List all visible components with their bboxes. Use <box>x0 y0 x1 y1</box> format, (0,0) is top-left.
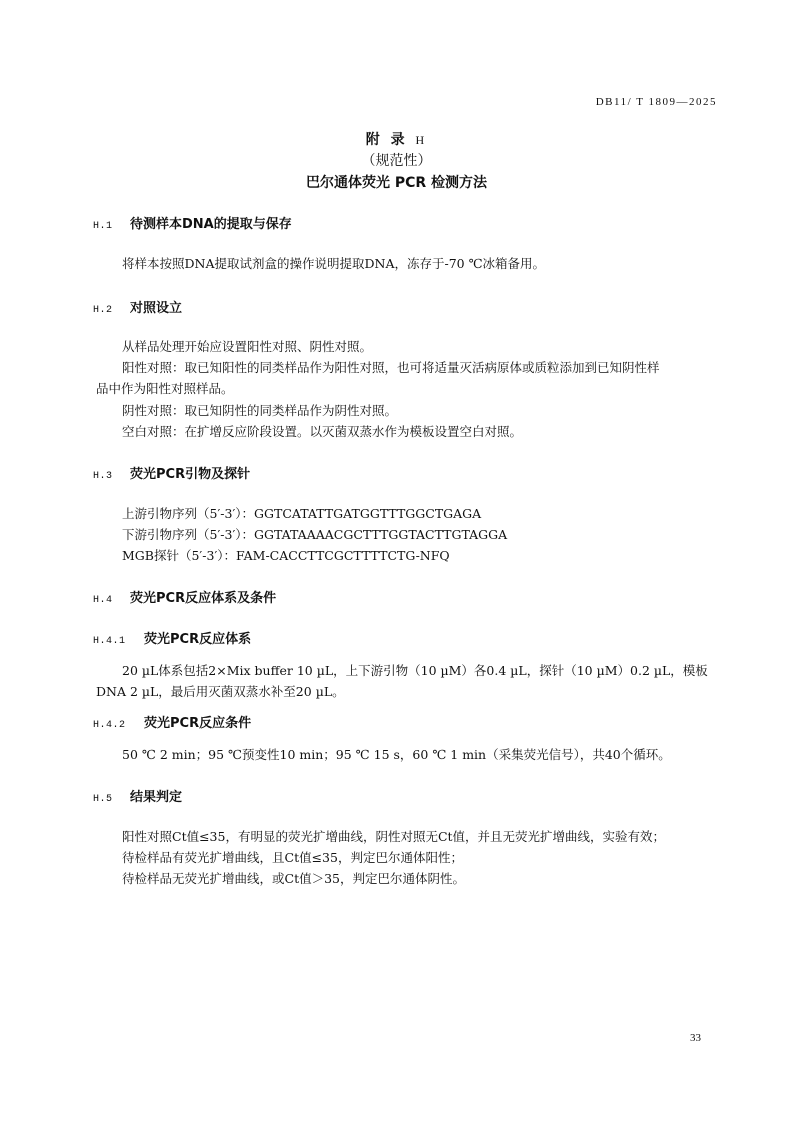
appendix-letter: H <box>415 133 428 147</box>
paragraph: 阳性对照Ct值≤35，有明显的荧光扩增曲线，阴性对照无Ct值，并且无荧光扩增曲线，实验有效； <box>122 829 666 844</box>
section-number: H.2 <box>93 305 113 316</box>
paragraph: 20 µL体系包括2×Mix buffer 10 µL，上下游引物（10 µM）各0.4 µL，探针（10 µM）0.2 µL，模板 <box>122 663 708 678</box>
paragraph: 待检样品无荧光扩增曲线，或Ct值＞35，判定巴尔通体阴性。 <box>122 871 465 886</box>
probe-sequence: MGB探针（5′-3′）：FAM-CACCTTCGCTTTTCTG-NFQ <box>122 548 450 563</box>
appendix-label <box>0 129 793 149</box>
section-heading-h5 <box>93 786 182 805</box>
appendix-title: 巴尔通体荧光 PCR 检测方法 <box>305 175 488 191</box>
section-number: H.5 <box>93 794 113 805</box>
paragraph: 阳性对照：取已知阳性的同类样品作为阳性对照，也可将适量灭活病原体或质粒添加到已知阴性样 <box>122 360 660 375</box>
section-number: H.4.2 <box>93 720 126 731</box>
primer-forward: 上游引物序列（5′-3′）：GGTCATATTGATGGTTTGGCTGAGA <box>122 506 482 521</box>
section-title: 荧光PCR反应条件 <box>144 716 252 731</box>
page-number: 33 <box>690 1032 701 1044</box>
paragraph: 从样品处理开始应设置阳性对照、阴性对照。 <box>122 339 373 354</box>
paragraph: 将样本按照DNA提取试剂盒的操作说明提取DNA，冻存于-70 ℃冰箱备用。 <box>122 256 546 271</box>
section-heading-h3 <box>93 463 250 482</box>
section-number: H.4.1 <box>93 636 126 647</box>
section-heading-h41 <box>93 628 251 647</box>
paragraph: 待检样品有荧光扩增曲线，且Ct值≤35，判定巴尔通体阳性； <box>122 850 463 865</box>
section-heading-h42 <box>93 712 251 731</box>
appendix-type: （规范性） <box>361 153 432 169</box>
section-number: H.3 <box>93 471 113 482</box>
section-title: 荧光PCR引物及探针 <box>130 467 251 482</box>
appendix-label-text: 附 录 <box>365 132 408 148</box>
section-title: 荧光PCR反应体系及条件 <box>130 591 277 606</box>
section-title: 对照设立 <box>130 301 183 316</box>
document-code: DB11/ T 1809—2025 <box>595 96 717 108</box>
section-heading-h2 <box>93 297 182 316</box>
paragraph-continuation: DNA 2 µL，最后用灭菌双蒸水补至20 µL。 <box>96 684 345 699</box>
section-title: 荧光PCR反应体系 <box>144 632 252 647</box>
primer-reverse: 下游引物序列（5′-3′）：GGTATAAAACGCTTTGGTACTTGTAGGA <box>122 527 508 542</box>
paragraph: 50 ℃ 2 min；95 ℃预变性10 min；95 ℃ 15 s，60 ℃ 1 min（采集荧光信号），共40个循环。 <box>122 747 671 762</box>
section-heading-h4 <box>93 587 276 606</box>
paragraph: 空白对照：在扩增反应阶段设置。以灭菌双蒸水作为模板设置空白对照。 <box>122 424 523 439</box>
section-title: 结果判定 <box>130 790 183 805</box>
section-title: 待测样本DNA的提取与保存 <box>130 217 292 232</box>
section-heading-h1 <box>93 213 292 232</box>
section-number: H.1 <box>93 221 113 232</box>
paragraph: 阴性对照：取已知阴性的同类样品作为阴性对照。 <box>122 403 398 418</box>
section-number: H.4 <box>93 595 113 606</box>
paragraph-continuation: 品中作为阳性对照样品。 <box>96 381 234 396</box>
